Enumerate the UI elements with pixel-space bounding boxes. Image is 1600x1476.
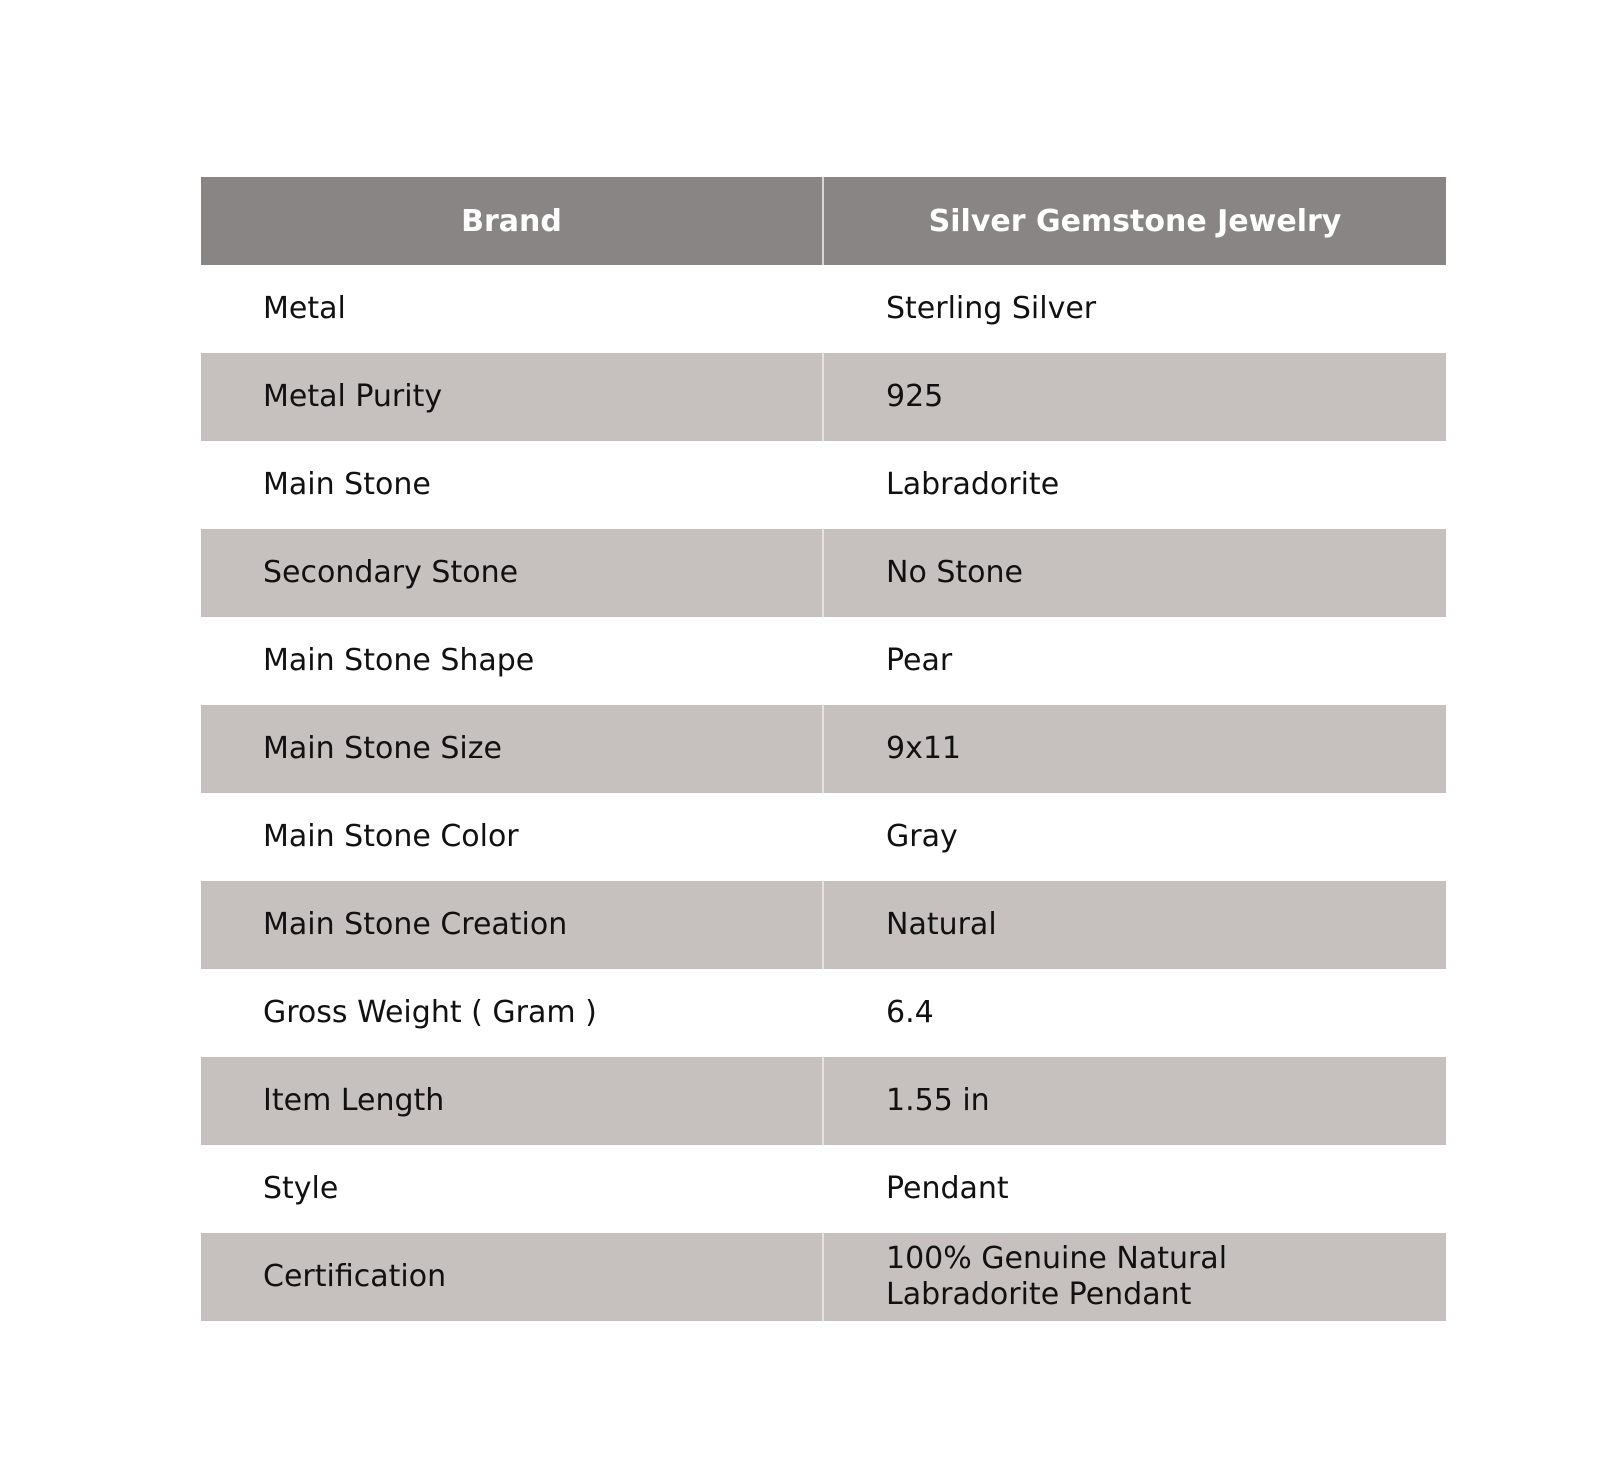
table-row (201, 1057, 1446, 1145)
table-row (201, 705, 1446, 793)
row-value: Pendant (823, 1145, 1446, 1233)
row-value: 9x11 (823, 705, 1446, 793)
table-row (201, 265, 1446, 353)
spec-table (201, 177, 1446, 1321)
row-label: Secondary Stone (201, 529, 823, 617)
table-row (201, 1145, 1446, 1233)
table-row (201, 353, 1446, 441)
table-row (201, 1233, 1446, 1321)
row-label: Item Length (201, 1057, 823, 1145)
table-header-row (201, 177, 1446, 265)
header-brand-value: Silver Gemstone Jewelry (823, 177, 1446, 265)
row-value: 6.4 (823, 969, 1446, 1057)
row-label: Main Stone Color (263, 819, 519, 854)
row-label: Main Stone (263, 467, 431, 502)
table-row (201, 881, 1446, 969)
table-row (201, 617, 1446, 705)
row-label: Main Stone Size (201, 705, 823, 793)
row-label: Main Stone Shape (263, 643, 535, 678)
row-value: No Stone (823, 529, 1446, 617)
row-value: Pear (823, 617, 1446, 705)
row-value: 925 (823, 353, 1446, 441)
row-label: Style (263, 1171, 339, 1206)
row-value: Natural (823, 881, 1446, 969)
row-label: Certification (201, 1233, 823, 1321)
table-row (201, 793, 1446, 881)
row-label: Metal (263, 291, 346, 326)
row-value: 100% Genuine Natural Labradorite Pendant (823, 1233, 1446, 1321)
row-value: Sterling Silver (823, 265, 1446, 353)
table-row (201, 529, 1446, 617)
row-label: Metal Purity (201, 353, 823, 441)
row-label: Gross Weight ( Gram ) (263, 995, 597, 1030)
table-row (201, 441, 1446, 529)
row-value: Gray (823, 793, 1446, 881)
row-value: 1.55 in (823, 1057, 1446, 1145)
row-label: Main Stone Creation (201, 881, 823, 969)
row-value: Labradorite (823, 441, 1446, 529)
table-row (201, 969, 1446, 1057)
header-brand: Brand (201, 177, 823, 265)
